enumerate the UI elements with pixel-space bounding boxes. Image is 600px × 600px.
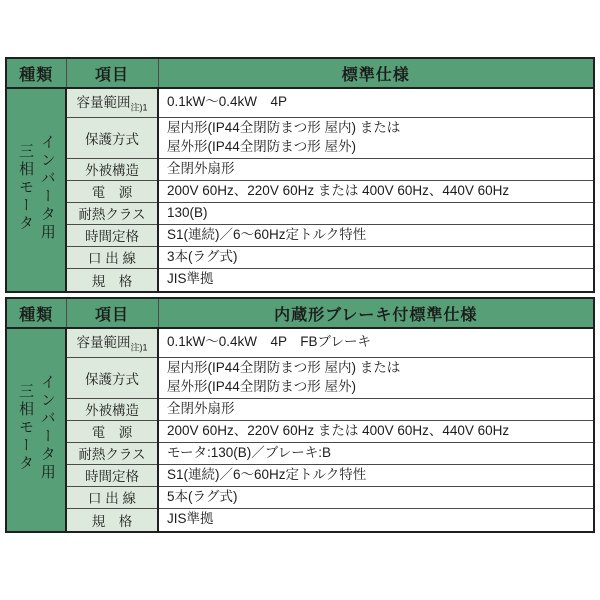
row-label-protection: 保護方式 [66, 357, 158, 398]
standard-spec-table [5, 57, 595, 293]
table-row [6, 180, 594, 202]
table-row [6, 224, 594, 246]
row-value-capacity: 0.1kW〜0.4kW 4P [158, 88, 594, 117]
table-header-row [6, 298, 594, 328]
footnote-marker: 注)1 [130, 343, 148, 354]
row-value-leads: 3本(ラグ式) [158, 246, 594, 268]
protection-line-2: 屋外形(IP44全閉防まつ形 屋外) [167, 138, 357, 154]
spec-tables-container [5, 57, 595, 533]
row-value-thermal: 130(B) [158, 202, 594, 224]
row-label-leads: 口 出 線 [66, 486, 158, 508]
footnote-marker: 注)1 [130, 103, 148, 114]
table-row [6, 268, 594, 292]
table-row [6, 158, 594, 180]
header-item: 項目 [66, 298, 158, 328]
row-value-thermal: モータ:130(B)／ブレーキ:B [158, 442, 594, 464]
row-value-capacity: 0.1kW〜0.4kW 4P FBブレーキ [158, 328, 594, 357]
table-row [6, 88, 594, 117]
table-row [6, 246, 594, 268]
protection-line-2: 屋外形(IP44全閉防まつ形 屋外) [167, 378, 357, 394]
row-value-standard: JIS準拠 [158, 268, 594, 292]
vertical-kind-label [14, 98, 58, 278]
row-value-enclosure: 全閉外扇形 [158, 158, 594, 180]
row-label-duty: 時間定格 [66, 224, 158, 246]
table-row [6, 328, 594, 357]
row-value-standard: JIS準拠 [158, 508, 594, 532]
row-label-power: 電 源 [66, 420, 158, 442]
header-kind: 種類 [6, 58, 66, 88]
row-label-power: 電 源 [66, 180, 158, 202]
motor-kind-cell [6, 328, 66, 532]
row-label-standard: 規 格 [66, 508, 158, 532]
table-row [6, 464, 594, 486]
table-row [6, 442, 594, 464]
row-value-protection [158, 117, 594, 158]
row-label-protection: 保護方式 [66, 117, 158, 158]
table-row [6, 420, 594, 442]
kind-line-1: インバータ用 [38, 373, 56, 482]
kind-line-2: 三相モータ [17, 142, 34, 233]
kind-line-1: インバータ用 [38, 133, 56, 242]
table-row [6, 202, 594, 224]
row-value-leads: 5本(ラグ式) [158, 486, 594, 508]
table-row [6, 357, 594, 398]
table-row [6, 117, 594, 158]
row-value-power: 200V 60Hz、220V 60Hz または 400V 60Hz、440V 60Hz [158, 420, 594, 442]
row-label-thermal: 耐熱クラス [66, 202, 158, 224]
table-row [6, 508, 594, 532]
row-value-duty: S1(連続)／6〜60Hz定トルク特性 [158, 224, 594, 246]
row-label-leads: 口 出 線 [66, 246, 158, 268]
motor-kind-cell [6, 88, 66, 292]
table-row [6, 398, 594, 420]
row-label-enclosure: 外被構造 [66, 398, 158, 420]
header-item: 項目 [66, 58, 158, 88]
row-label-thermal: 耐熱クラス [66, 442, 158, 464]
row-value-power: 200V 60Hz、220V 60Hz または 400V 60Hz、440V 60Hz [158, 180, 594, 202]
table-row [6, 486, 594, 508]
row-label-duty: 時間定格 [66, 464, 158, 486]
vertical-kind-label [14, 338, 58, 518]
brake-spec-table [5, 297, 595, 533]
protection-line-1: 屋内形(IP44全閉防まつ形 屋内) または [167, 359, 401, 375]
header-spec: 内蔵形ブレーキ付標準仕様 [158, 298, 594, 328]
kind-line-2: 三相モータ [17, 382, 34, 473]
row-label-capacity: 容量範囲$_{注)1}$ [66, 88, 158, 117]
row-label-capacity: 容量範囲$_{注)1}$ [66, 328, 158, 357]
header-spec: 標準仕様 [158, 58, 594, 88]
header-kind: 種類 [6, 298, 66, 328]
row-label-enclosure: 外被構造 [66, 158, 158, 180]
table-header-row [6, 58, 594, 88]
protection-line-1: 屋内形(IP44全閉防まつ形 屋内) または [167, 119, 401, 135]
row-label-standard: 規 格 [66, 268, 158, 292]
row-value-protection [158, 357, 594, 398]
row-value-duty: S1(連続)／6〜60Hz定トルク特性 [158, 464, 594, 486]
row-value-enclosure: 全閉外扇形 [158, 398, 594, 420]
